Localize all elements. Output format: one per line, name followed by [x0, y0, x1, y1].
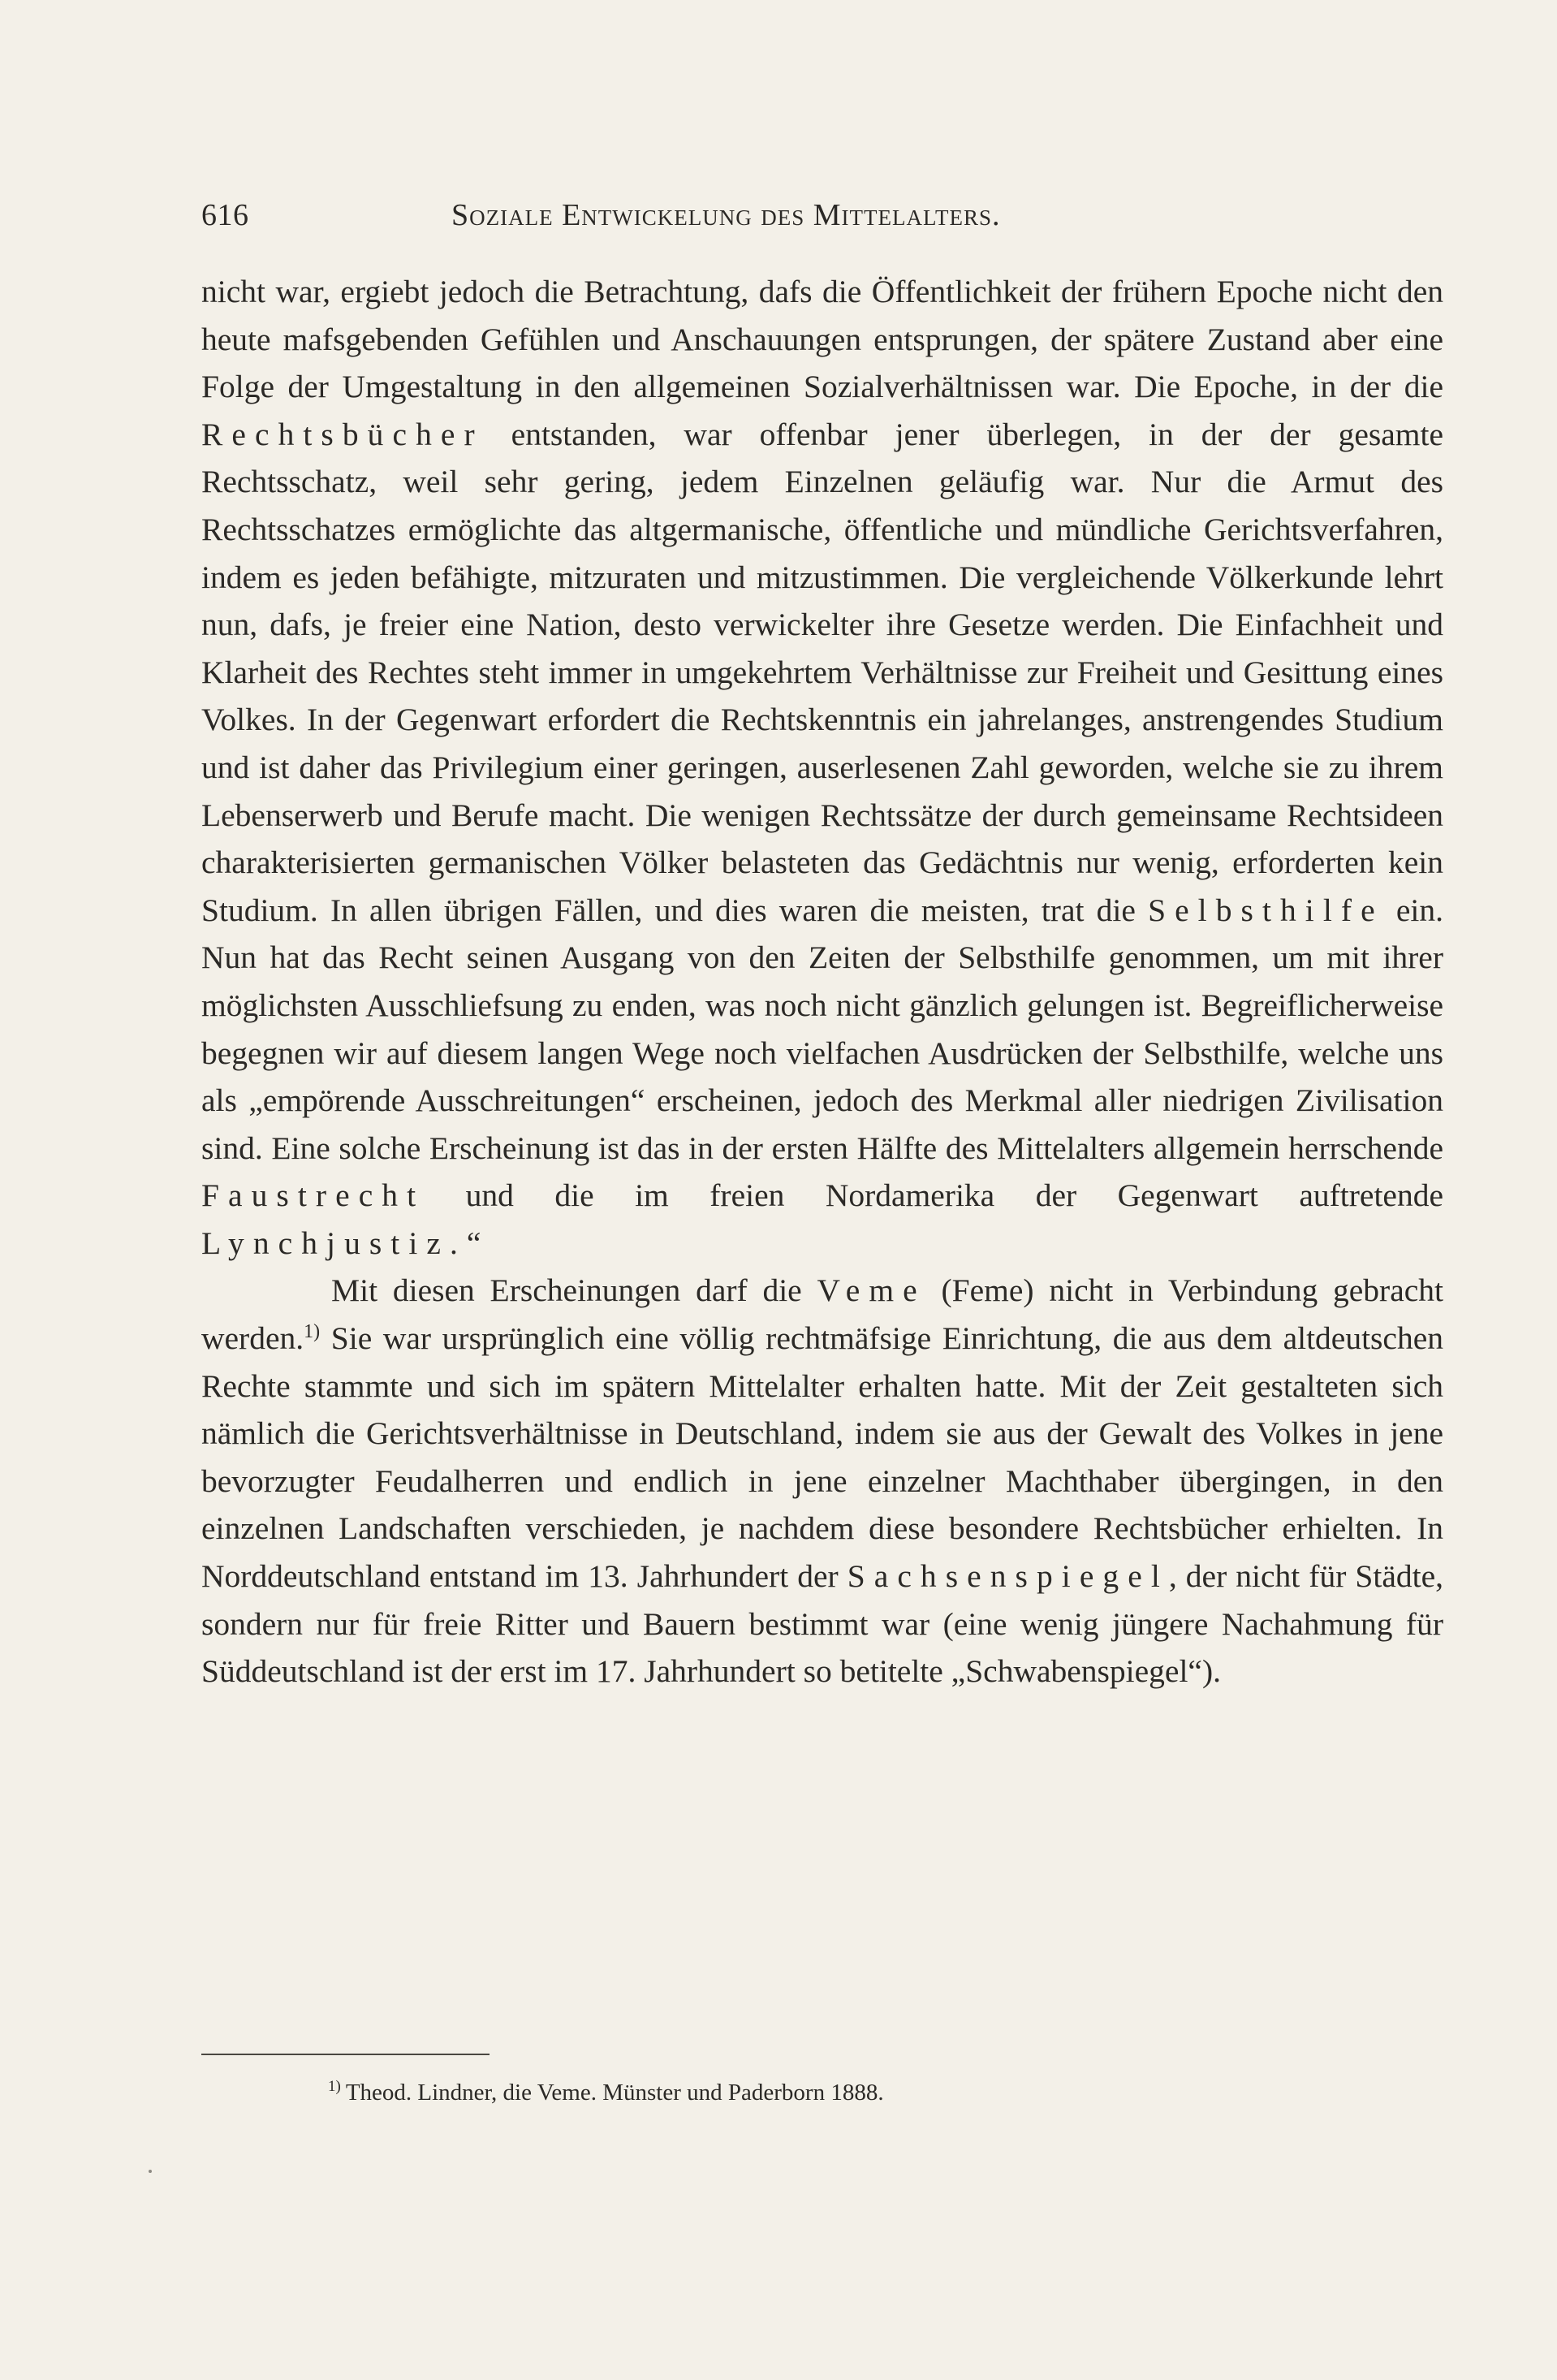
text-run: ein. Nun hat das Recht seinen Ausgang von den Zeiten der Selbsthilfe genommen, um mit ihrer möglichsten Ausschliefsung zu enden, was noch nicht gänzlich gelungen ist. Begreiflicherweise begegnen wir auf diesem langen Wege noch vielfachen Ausdrücken der Selbsthilfe, welche uns als „empörende Ausschreitungen“ erscheinen, jedoch des Merkmal aller niedrigen Zivilisation sind. Eine solche Erscheinung ist das in der ersten Hälfte des Mittelalters allgemein herrschende — [201, 892, 1443, 1166]
footnote-marker: 1) — [328, 2078, 341, 2096]
text-run: Mit diesen Erscheinungen darf die — [331, 1272, 817, 1309]
spaced-emphasis: Sachsenspiegel — [847, 1558, 1169, 1595]
text-run: (Feme) nicht in Verbindung gebracht werden. — [201, 1272, 1443, 1357]
spaced-emphasis: Selbsthilfe — [1148, 892, 1384, 928]
spaced-emphasis: Faustrecht — [201, 1177, 425, 1214]
footnote — [328, 2077, 884, 2108]
page-number: 616 — [201, 198, 249, 232]
spaced-emphasis: Lynchjustiz. — [201, 1225, 467, 1261]
paragraph-1 — [201, 268, 1443, 1267]
text-run: Sie war ursprünglich eine völlig rechtmäfsige Einrichtung, die aus dem altdeutschen Rechte stammte und sich im spätern Mittelalter erhalten hatte. Mit der Zeit gestalteten sich nämlich die Gerichtsverhältnisse in Deutschland, indem sie aus der Gewalt des Volkes in jene bevorzugter Feudalherren und endlich in jene einzelner Machthaber übergingen, in den einzelnen Landschaften verschieden, je nachdem diese besondere Rechtsbücher erhielten. In Norddeutschland entstand im 13. Jahrhundert der — [201, 1320, 1443, 1595]
body-text — [201, 268, 1443, 1695]
paragraph-2 — [201, 1267, 1443, 1695]
spaced-emphasis: Rechtsbücher — [201, 416, 484, 452]
text-run: entstanden, war offenbar jener überlegen, in der der gesamte Rechtsschatz, weil sehr gering, jedem Einzelnen geläufig war. Nur die Armut des Rechtsschatzes ermöglichte das altgermanische, öffentliche und mündliche Gerichtsverfahren, indem es jeden befähigte, mitzuraten und mitzustimmen. Die vergleichende Völkerkunde lehrt nun, dafs, je freier eine Nation, desto verwickelter ihre Gesetze werden. Die Einfachheit und Klarheit des Rechtes steht immer in umgekehrtem Verhältnisse zur Freiheit und Gesittung eines Volkes. In der Gegenwart erfordert die Rechtskenntnis ein jahrelanges, anstrengendes Studium und ist daher das Privilegium einer geringen, auserlesenen Zahl geworden, welche sie zu ihrem Lebenserwerb und Berufe macht. Die wenigen Rechtssätze der durch gemeinsame Rechtsideen charakterisierten germanischen Völker belasteten das Gedächtnis nur wenig, erforderten kein Studium. In allen übrigen Fällen, und dies waren die meisten, trat die — [201, 416, 1443, 928]
spaced-emphasis: Veme — [817, 1272, 926, 1309]
footnote-reference: 1) — [304, 1320, 321, 1342]
paper-speck — [149, 2170, 152, 2173]
footnote-rule — [201, 2054, 490, 2055]
text-run: nicht war, ergiebt jedoch die Betrachtung, dafs die Öffentlichkeit der frühern Epoche nicht den heute mafsgebenden Gefühlen und Anschauungen entsprungen, der spätere Zustand aber eine Folge der Umgestaltung in den allgemeinen Sozialverhältnissen war. Die Epoche, in der die — [201, 274, 1443, 405]
text-run: , der nicht für Städte, sondern nur für freie Ritter und Bauern bestimmt war (eine wenig jüngere Nachahmung für Süddeutschland ist der erst im 17. Jahrhundert so betitelte „Schwabenspiegel“). — [201, 1558, 1443, 1690]
text-run: “ — [466, 1225, 481, 1261]
text-run: und die im freien Nordamerika der Gegenwart auftretende — [425, 1177, 1443, 1214]
running-title: Soziale Entwickelung des Mittelalters. — [451, 198, 1001, 232]
footnote-text: Theod. Lindner, die Veme. Münster und Paderborn 1888. — [345, 2080, 884, 2106]
